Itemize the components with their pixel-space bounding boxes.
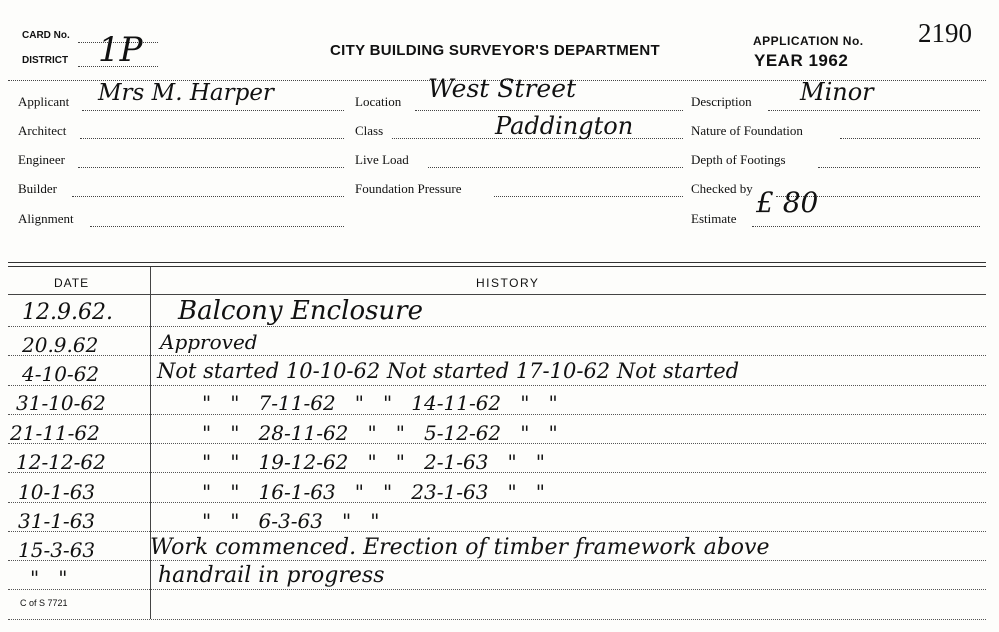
row-line <box>8 560 986 561</box>
foundation-pressure-line <box>494 196 683 197</box>
engineer-line <box>78 167 344 168</box>
location-value-suburb: Paddington <box>495 112 634 140</box>
history-top-rule-2 <box>8 266 986 267</box>
history-date: 20.9.62 <box>22 333 99 357</box>
card-no-label: CARD No. <box>22 30 70 41</box>
live-load-line <box>428 167 683 168</box>
history-entry: Approved <box>160 330 258 354</box>
row-line <box>8 385 986 386</box>
history-top-rule <box>8 262 986 263</box>
history-entry: Balcony Enclosure <box>178 296 423 326</box>
header-underline <box>8 294 986 295</box>
history-entry: Not started 10-10-62 Not started 17-10-62 Not started <box>157 359 740 383</box>
engineer-label: Engineer <box>18 152 65 167</box>
row-line <box>8 326 986 327</box>
history-entry: " " 19-12-62 " " 2-1-63 " " <box>202 450 545 474</box>
year-label: YEAR 1962 <box>754 51 849 70</box>
builder-label: Builder <box>18 181 57 196</box>
architect-label: Architect <box>18 123 67 138</box>
history-date: " " <box>30 566 68 590</box>
location-line <box>415 110 683 111</box>
row-line <box>8 531 986 532</box>
applicant-line <box>82 110 344 111</box>
history-entry: " " 7-11-62 " " 14-11-62 " " <box>202 391 558 415</box>
department-title: CITY BUILDING SURVEYOR'S DEPARTMENT <box>330 42 660 59</box>
location-value-street: West Street <box>428 74 577 103</box>
history-entry: " " 28-11-62 " " 5-12-62 " " <box>202 421 558 445</box>
history-bottom-rule <box>8 619 986 620</box>
alignment-label: Alignment <box>18 211 74 226</box>
location-label: Location <box>355 94 402 109</box>
application-number: 2190 <box>918 18 972 48</box>
row-line <box>8 589 986 590</box>
form-number: C of S 7721 <box>20 598 68 608</box>
foundation-pressure-label: Foundation Pressure <box>355 181 462 196</box>
history-date: 31-1-63 <box>18 509 96 533</box>
history-date: 31-10-62 <box>16 391 106 415</box>
history-entry: Work commenced. Erection of timber framework above <box>150 535 770 560</box>
applicant-value: Mrs M. Harper <box>98 80 274 106</box>
history-entry: " " 16-1-63 " " 23-1-63 " " <box>202 480 545 504</box>
history-date: 15-3-63 <box>18 538 96 562</box>
history-header: HISTORY <box>476 276 540 290</box>
application-label: APPLICATION No. <box>753 34 864 48</box>
history-date: 10-1-63 <box>18 480 96 504</box>
description-value: Minor <box>800 78 874 106</box>
live-load-label: Live Load <box>355 152 409 167</box>
nature-line <box>840 138 980 139</box>
applicant-label: Applicant <box>18 94 70 109</box>
history-entry: " " 6-3-63 " " <box>202 509 380 533</box>
history-entry: handrail in progress <box>158 563 385 588</box>
history-date: 4-10-62 <box>22 362 100 386</box>
class-label: Class <box>355 123 384 138</box>
row-line <box>8 355 986 356</box>
description-line <box>768 110 980 111</box>
district-value: 1P <box>98 30 143 70</box>
estimate-label: Estimate <box>691 211 737 226</box>
nature-of-foundation-label: Nature of Foundation <box>691 123 803 138</box>
alignment-line <box>90 226 344 227</box>
description-label: Description <box>691 94 752 109</box>
checked-by-label: Checked by <box>691 181 753 196</box>
date-header: DATE <box>54 276 90 290</box>
district-label: DISTRICT <box>22 55 69 66</box>
depth-of-footings-label: Depth of Footings <box>691 152 786 167</box>
architect-line <box>80 138 344 139</box>
builder-line <box>72 196 344 197</box>
estimate-value: £ 80 <box>756 186 819 219</box>
depth-line <box>818 167 980 168</box>
history-date: 12.9.62. <box>22 300 113 325</box>
history-date: 12-12-62 <box>16 450 106 474</box>
estimate-line <box>752 226 980 227</box>
history-date: 21-11-62 <box>10 421 100 445</box>
